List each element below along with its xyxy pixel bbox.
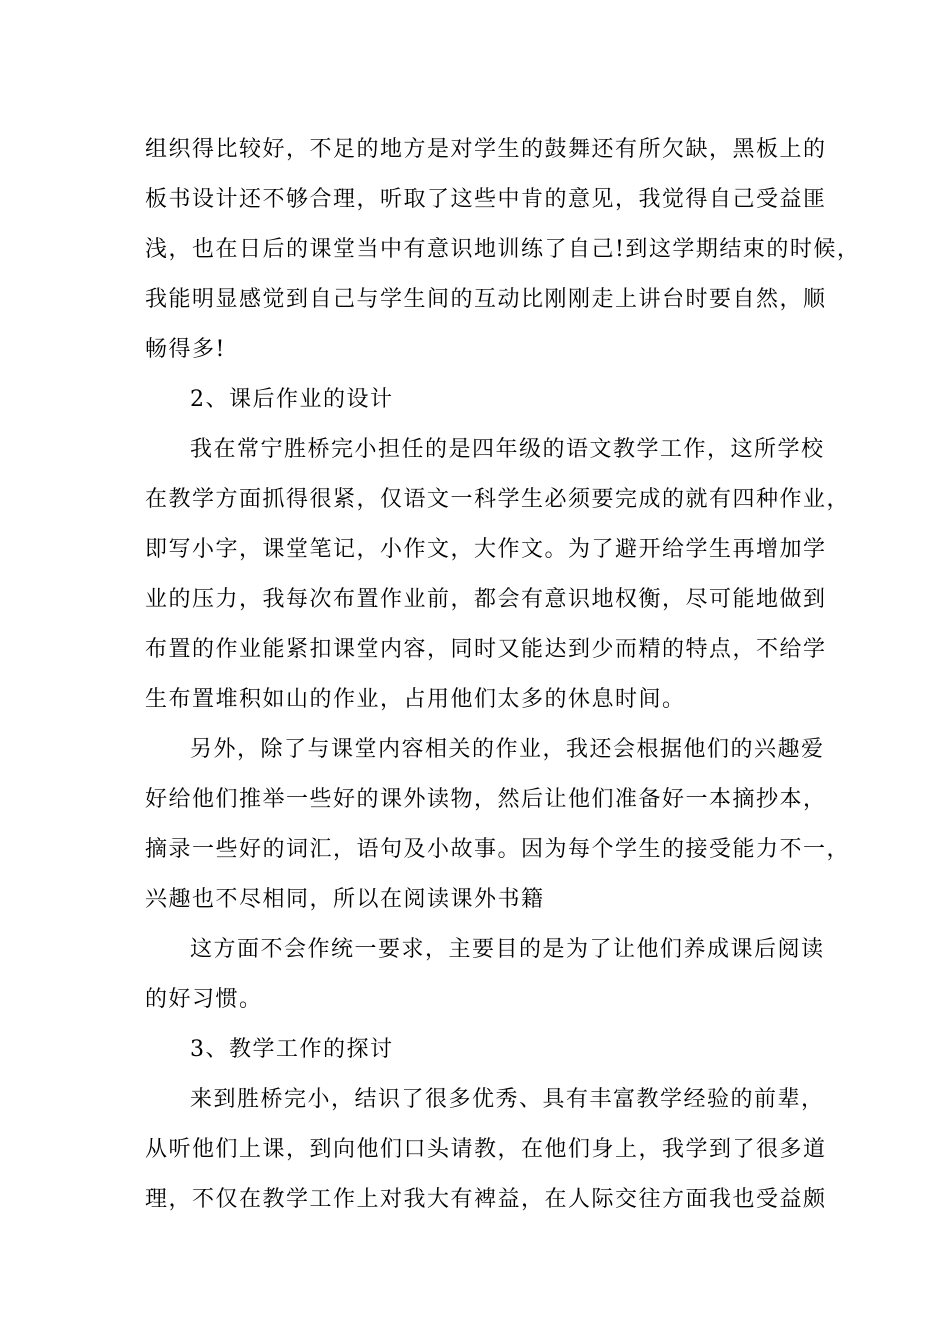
text-line: 摘录一些好的词汇，语句及小故事。因为每个学生的接受能力不一， [145,837,851,862]
text-line: 浅，也在日后的课堂当中有意识地训练了自己!到这学期结束的时候， [145,237,861,262]
text-line: 我能明显感觉到自己与学生间的互动比刚刚走上讲台时要自然，顺 [145,287,827,312]
section-heading: 2、课后作业的设计 [190,387,394,412]
text-line: 从听他们上课，到向他们口头请教，在他们身上，我学到了很多道 [145,1137,827,1162]
text-line: 好给他们推举一些好的课外读物，然后让他们准备好一本摘抄本， [145,787,827,812]
text-line: 这方面不会作统一要求，主要目的是为了让他们养成课后阅读 [190,937,825,962]
text-line: 畅得多! [145,337,226,362]
text-line: 来到胜桥完小，结识了很多优秀、具有丰富教学经验的前辈， [190,1087,825,1112]
text-line: 兴趣也不尽相同，所以在阅读课外书籍 [145,887,545,912]
text-line: 另外，除了与课堂内容相关的作业，我还会根据他们的兴趣爱 [190,737,825,762]
text-line: 的好习惯。 [145,987,263,1012]
text-line: 板书设计还不够合理，听取了这些中肯的意见，我觉得自己受益匪 [145,187,827,212]
text-line: 生布置堆积如山的作业，占用他们太多的休息时间。 [145,687,686,712]
text-line: 组织得比较好，不足的地方是对学生的鼓舞还有所欠缺，黑板上的 [145,137,827,162]
text-line: 即写小字，课堂笔记，小作文，大作文。为了避开给学生再增加学 [145,537,827,562]
text-line: 我在常宁胜桥完小担任的是四年级的语文教学工作，这所学校 [190,437,825,462]
section-heading: 3、教学工作的探讨 [190,1037,394,1062]
text-line: 在教学方面抓得很紧，仅语文一科学生必须要完成的就有四种作业， [145,487,851,512]
text-line: 布置的作业能紧扣课堂内容，同时又能达到少而精的特点，不给学 [145,637,827,662]
text-line: 理，不仅在教学工作上对我大有裨益，在人际交往方面我也受益颇 [145,1187,827,1212]
text-line: 业的压力，我每次布置作业前，都会有意识地权衡，尽可能地做到 [145,587,827,612]
